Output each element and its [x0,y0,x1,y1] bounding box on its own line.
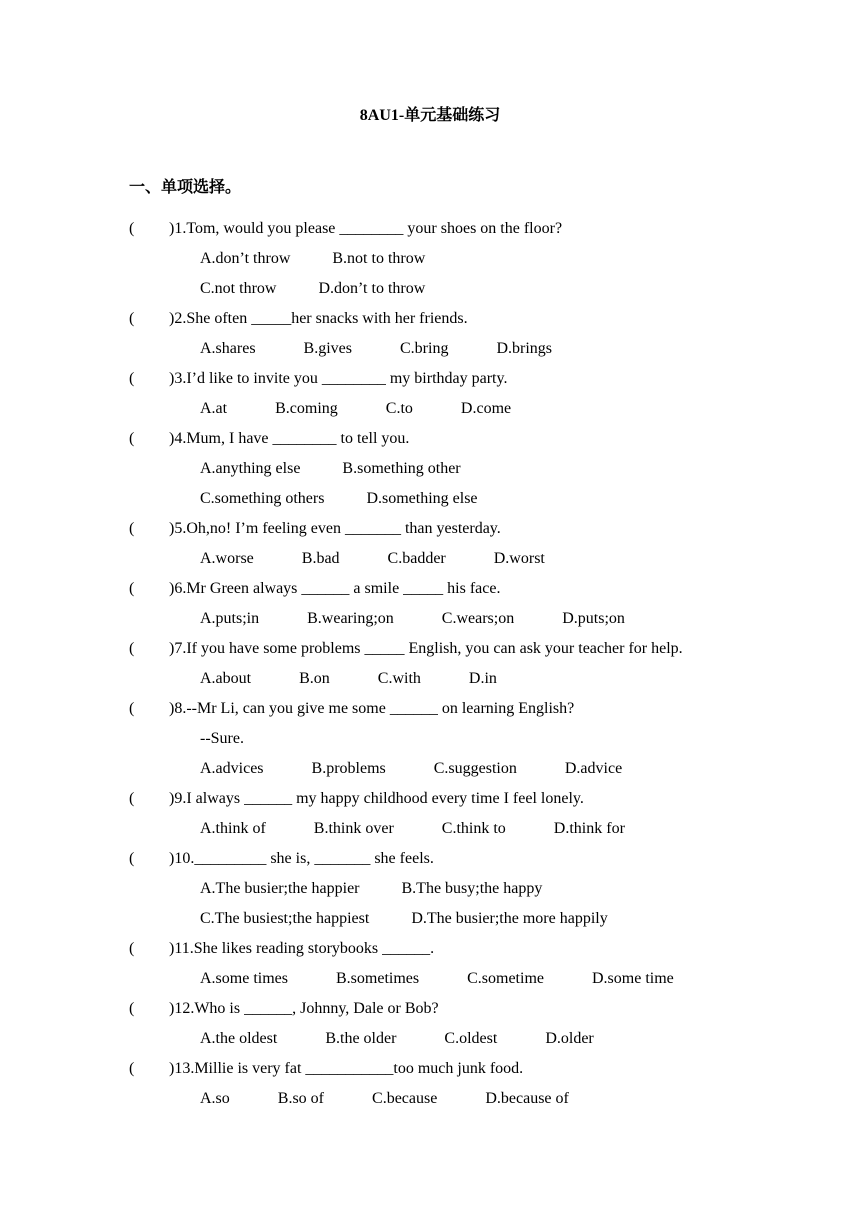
question-stem-line [129,577,829,607]
answer-option: A.don’t throw [200,250,291,267]
answer-option: D.puts;on [562,610,625,627]
question-stem-line [129,307,829,337]
page-title: 8AU1-单元基础练习 [359,107,501,124]
question-item [129,787,829,847]
option-row [129,757,829,787]
question-stem-line [129,847,829,877]
option-row [129,547,829,577]
option-row [129,457,829,487]
answer-option: B.not to throw [332,250,426,267]
answer-option: B.gives [303,340,352,357]
answer-option: D.come [460,400,512,417]
answer-option: A.so [200,1090,230,1107]
option-row [129,607,829,637]
answer-option: D.think for [553,820,625,837]
answer-option: B.wearing;on [307,610,394,627]
question-item [129,307,829,367]
answer-option: A.some times [200,970,288,987]
question-stem-line [129,517,829,547]
answer-option: C.The busiest;the happiest [200,910,370,927]
answer-paren: ( [129,580,135,597]
option-row [129,277,829,307]
option-row [129,247,829,277]
question-item [129,217,829,307]
answer-option: B.The busy;the happy [401,880,543,897]
option-row [129,667,829,697]
answer-paren: ( [129,310,135,327]
answer-option: A.The busier;the happier [200,880,360,897]
answer-option: C.suggestion [433,760,517,777]
question-item [129,517,829,577]
answer-option: A.about [200,670,252,687]
answer-paren: ( [129,520,135,537]
question-item [129,697,829,787]
answer-option: C.oldest [444,1030,498,1047]
answer-option: B.on [299,670,330,687]
answer-option: C.sometime [467,970,544,987]
answer-option: A.anything else [200,460,301,477]
question-response: --Sure. [200,730,244,747]
answer-paren: ( [129,430,135,447]
question-stem: )10._________ she is, _______ she feels. [169,850,434,867]
answer-option: C.with [377,670,421,687]
answer-option: B.something other [342,460,461,477]
answer-option: C.think to [441,820,506,837]
option-row [129,337,829,367]
question-stem-line [129,787,829,817]
question-stem-line [129,697,829,727]
question-stem: )13.Millie is very fat ___________too much junk food. [169,1060,524,1077]
answer-paren: ( [129,850,135,867]
option-row [129,397,829,427]
answer-option: B.bad [301,550,340,567]
question-stem: )4.Mum, I have ________ to tell you. [169,430,410,447]
answer-paren: ( [129,700,135,717]
question-stem-line [129,217,829,247]
answer-option: A.worse [200,550,254,567]
answer-option: D.in [468,670,497,687]
question-stem: )9.I always ______ my happy childhood every time I feel lonely. [169,790,584,807]
option-row [129,487,829,517]
section-heading: 一、单项选择。 [129,179,242,196]
question-stem: )7.If you have some problems _____ English, you can ask your teacher for help. [169,640,683,657]
question-item [129,367,829,427]
answer-option: A.think of [200,820,266,837]
answer-option: D.something else [366,490,478,507]
answer-paren: ( [129,370,135,387]
answer-option: B.sometimes [336,970,420,987]
question-item [129,847,829,937]
answer-paren: ( [129,790,135,807]
answer-paren: ( [129,220,135,237]
question-stem-line [129,1057,829,1087]
answer-option: B.think over [313,820,394,837]
option-row [129,877,829,907]
answer-option: D.worst [493,550,545,567]
answer-option: B.the older [325,1030,397,1047]
question-stem: )2.She often _____her snacks with her friends. [169,310,468,327]
answer-option: B.coming [275,400,338,417]
answer-option: C.to [385,400,413,417]
question-stem-line [129,427,829,457]
question-stem-line [129,997,829,1027]
answer-option: C.something others [200,490,325,507]
answer-option: D.The busier;the more happily [411,910,608,927]
option-row [129,907,829,937]
question-stem: )11.She likes reading storybooks ______. [169,940,435,957]
answer-option: A.puts;in [200,610,260,627]
option-row [129,1087,829,1117]
answer-option: A.advices [200,760,264,777]
question-item [129,997,829,1057]
answer-option: C.bring [400,340,449,357]
answer-option: C.not throw [200,280,277,297]
answer-option: D.older [545,1030,594,1047]
answer-option: C.badder [387,550,446,567]
answer-option: C.wears;on [441,610,515,627]
question-item [129,427,829,517]
question-stem-line [129,937,829,967]
answer-paren: ( [129,1000,135,1017]
answer-paren: ( [129,1060,135,1077]
question-stem-line [129,367,829,397]
question-stem-line [129,637,829,667]
option-row [129,1027,829,1057]
question-stem: )1.Tom, would you please ________ your shoes on the floor? [169,220,563,237]
option-row [129,817,829,847]
question-stem: )5.Oh,no! I’m feeling even _______ than yesterday. [169,520,501,537]
question-stem: )12.Who is ______, Johnny, Dale or Bob? [169,1000,439,1017]
answer-option: D.advice [564,760,623,777]
question-item [129,1057,829,1117]
answer-option: D.brings [496,340,553,357]
answer-option: D.because of [485,1090,569,1107]
answer-option: C.because [372,1090,438,1107]
answer-option: A.at [200,400,228,417]
answer-option: D.don’t to throw [318,280,426,297]
question-stem: )8.--Mr Li, can you give me some ______ on learning English? [169,700,575,717]
answer-paren: ( [129,940,135,957]
answer-option: A.shares [200,340,256,357]
question-stem: )6.Mr Green always ______ a smile _____ his face. [169,580,501,597]
question-item [129,637,829,697]
answer-paren: ( [129,640,135,657]
question-list [129,217,829,1117]
option-row [129,967,829,997]
answer-option: B.so of [277,1090,325,1107]
question-stem: )3.I’d like to invite you ________ my birthday party. [169,370,508,387]
question-item [129,577,829,637]
answer-option: A.the oldest [200,1030,278,1047]
question-item [129,937,829,997]
answer-option: D.some time [592,970,674,987]
answer-option: B.problems [311,760,386,777]
